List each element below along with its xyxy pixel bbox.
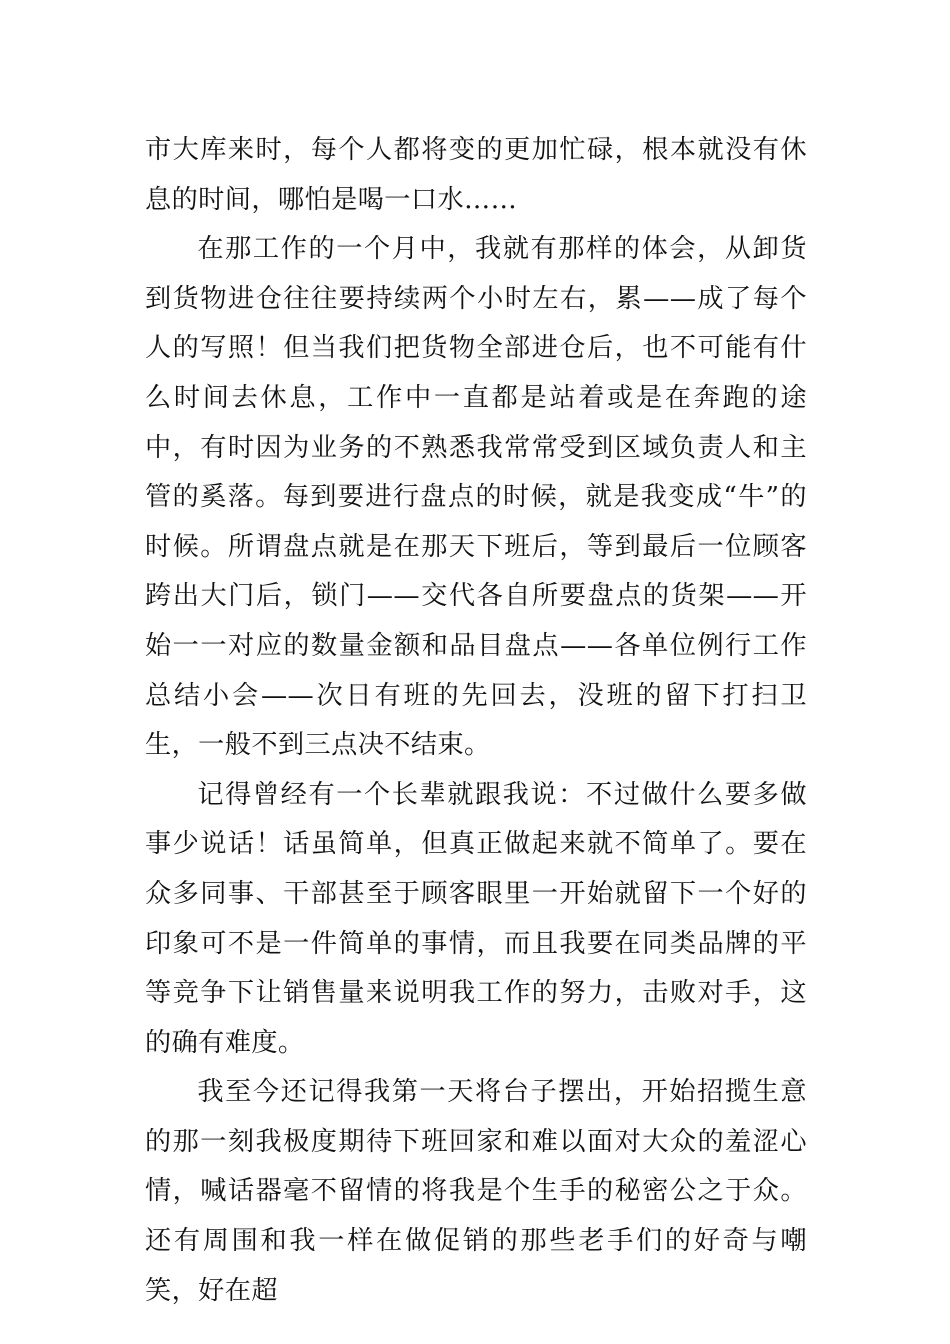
paragraph-warehouse-work: 在那工作的一个月中，我就有那样的体会，从卸货到货物进仓往往要持续两个小时左右，累——成了每个人的写照！但当我们把货物全部进仓后，也不可能有什么时间去休息，工作中一直都是站着或是在奔跑的途中，有时因为业务的不熟悉我常常受到区域负责人和主管的奚落。每到要进行盘点的时候，就是我变成“牛”的时候。所谓盘点就是在那天下班后，等到最后一位顾客跨出大门后，锁门——交代各自所要盘点的货架——开始一一对应的数量金额和品目盘点——各单位例行工作总结小会——次日有班的先回去，没班的留下打扫卫生，一般不到三点决不结束。 <box>145 234 807 761</box>
paragraph-elder-advice: 记得曾经有一个长辈就跟我说：不过做什么要多做事少说话！话虽简单，但真正做起来就不简单了。要在众多同事、干部甚至于顾客眼里一开始就留下一个好的印象可不是一件简单的事情，而且我要在同类品牌的平等竞争下让销售量来说明我工作的努力，击败对手，这的确有难度。 <box>145 779 807 1058</box>
document-body <box>145 126 807 1316</box>
paragraph-continuation: 市大库来时，每个人都将变的更加忙碌，根本就没有休息的时间，哪怕是喝一口水…… <box>145 135 807 215</box>
paragraph-first-day: 我至今还记得我第一天将台子摆出，开始招揽生意的那一刻我极度期待下班回家和难以面对大众的羞涩心情，喊话器毫不留情的将我是个生手的秘密公之于众。还有周围和我一样在做促销的那些老手们的好奇与嘲笑，好在超 <box>145 1077 807 1306</box>
